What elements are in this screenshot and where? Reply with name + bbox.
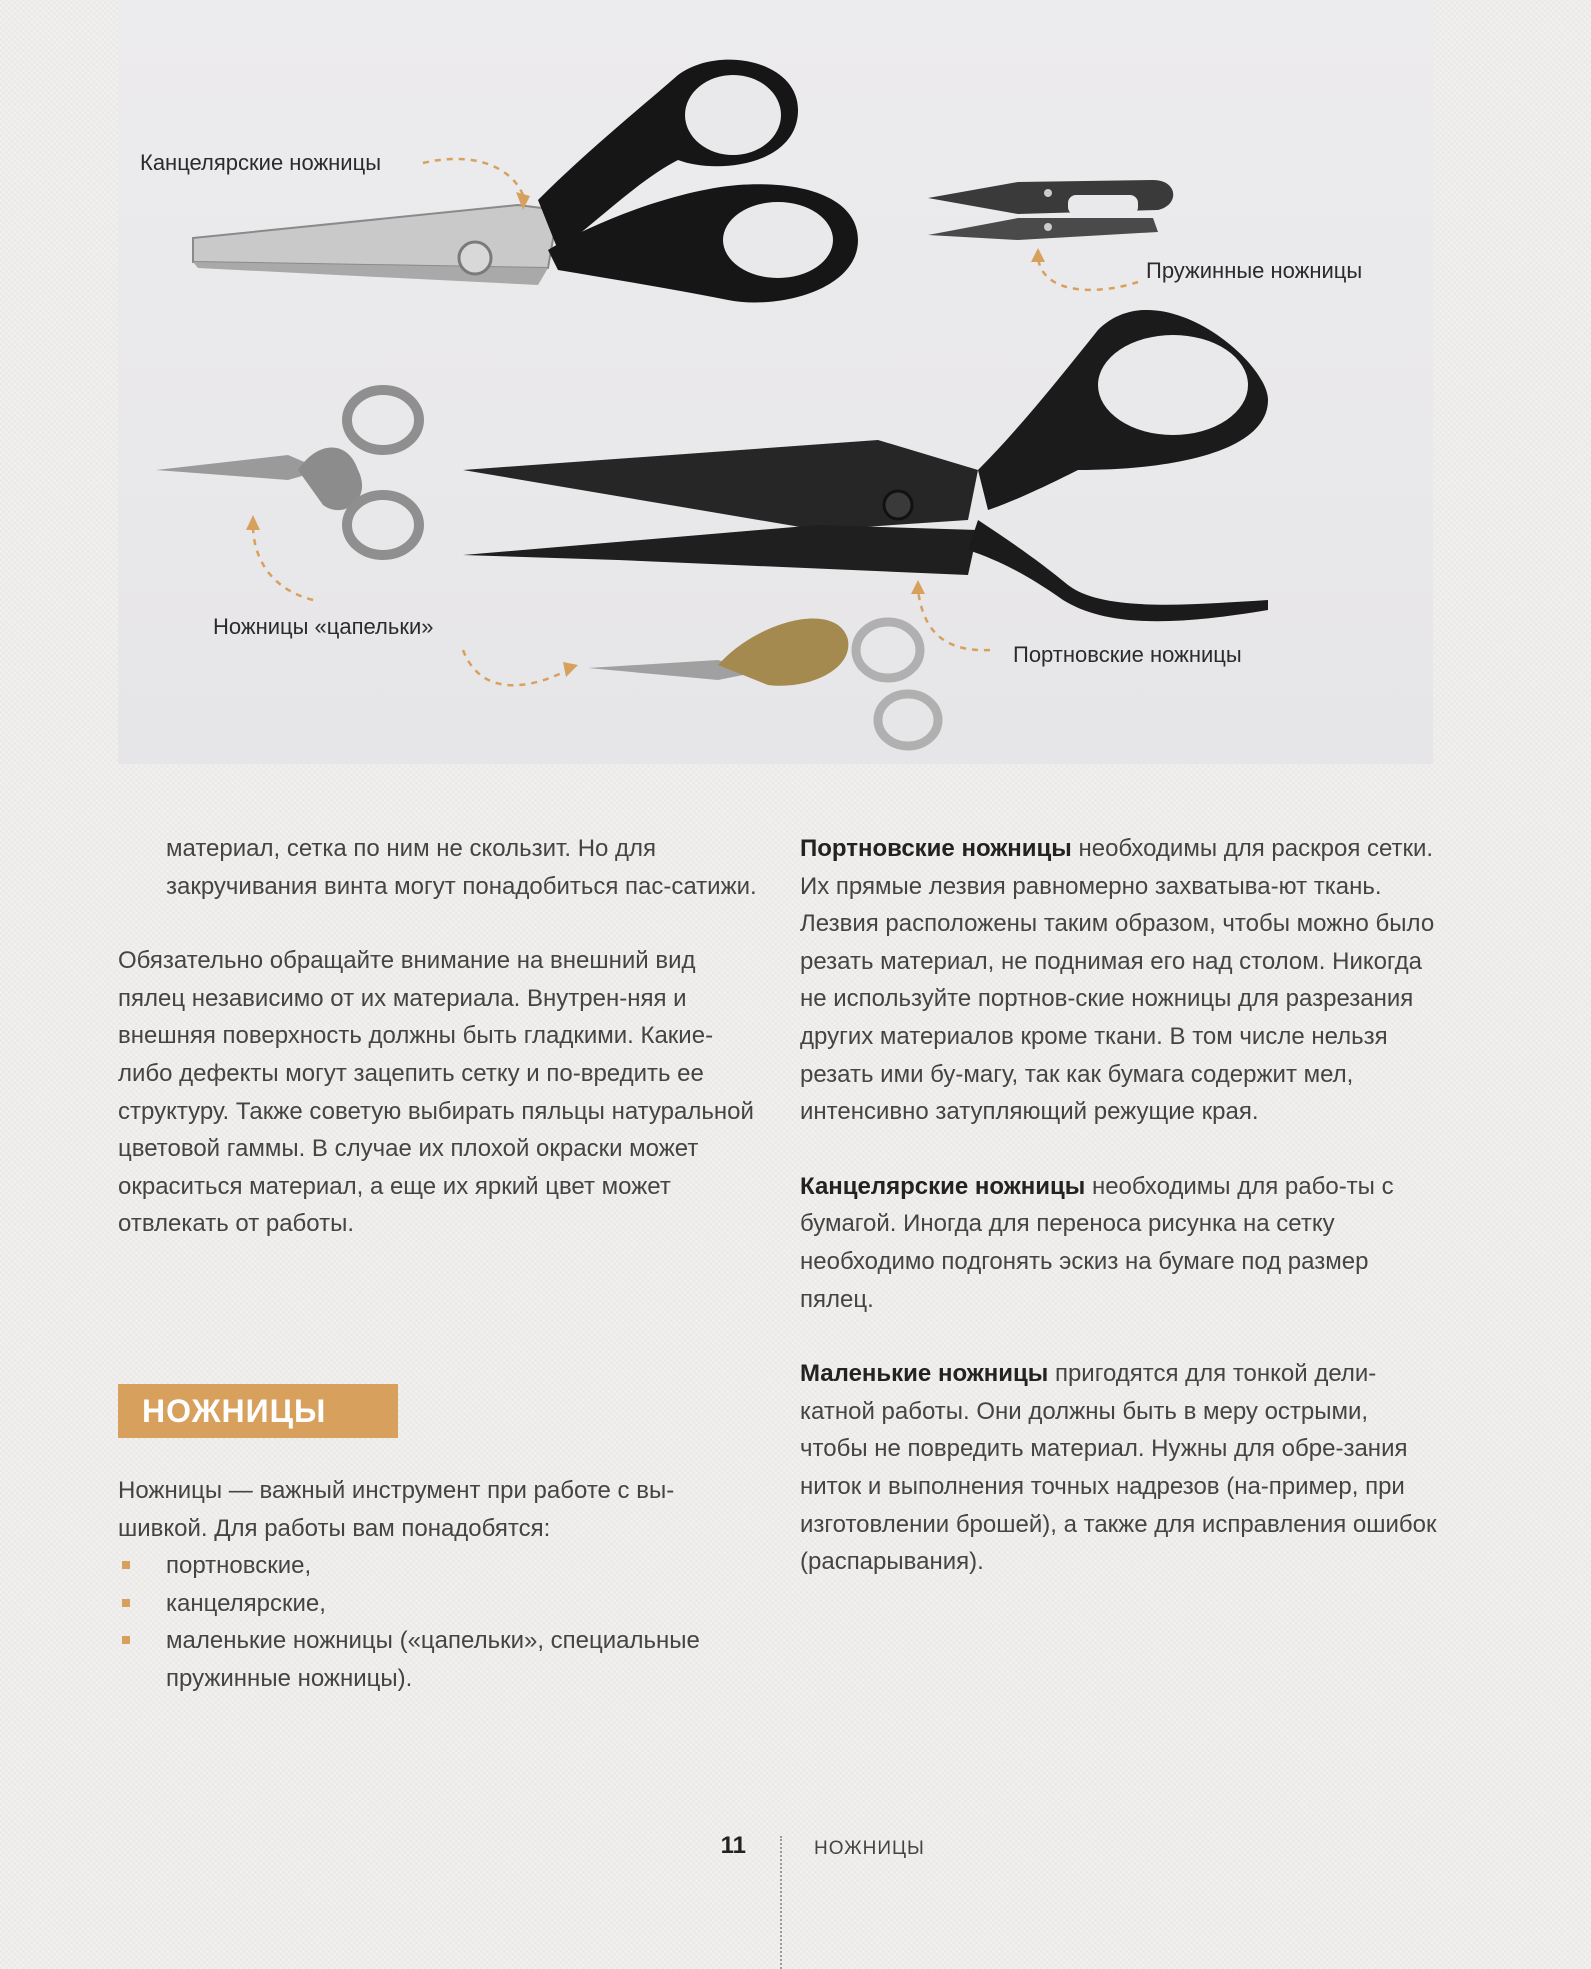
small-paragraph: Маленькие ножницы пригодятся для тонкой дели-катной работы. Они должны быть в меру острыми, чтобы не повредить материал. Нужны для обре-зания ниток и выполнения точных надрезов (на-пример, при изготовлении брошей), а также для исправления ошибок (распарывания).: [800, 1360, 1437, 1576]
scissors-intro-block: [118, 1472, 758, 1698]
label-tailor-scissors: Портновские ножницы: [1013, 642, 1242, 667]
bullet-icon: [122, 1636, 130, 1644]
small-term: Маленькие ножницы: [800, 1360, 1049, 1388]
tailor-paragraph: Портновские ножницы необходимы для раскроя сетки. Их прямые лезвия равномерно захватыва-ют ткань. Лезвия расположены таким образом, чтобы можно было резать материал, не поднимая его над столом. Никогда не используйте портнов-ские ножницы для разрезания других материалов кроме ткани. В том числе нельзя резать ими бу-магу, так как бумага содержит мел, интенсивно затупляющий режущие края.: [800, 835, 1435, 1126]
footer-divider: [780, 1836, 782, 1969]
office-term: Канцелярские ножницы: [800, 1172, 1086, 1200]
list-item: маленькие ножницы («цапельки», специальные пружинные ножницы).: [118, 1622, 758, 1697]
heron-scissors-bottom-image: [588, 618, 938, 746]
page-number: 11: [720, 1832, 746, 1859]
section-heading: НОЖНИЦЫ: [118, 1384, 398, 1438]
list-item: канцелярские,: [118, 1585, 758, 1623]
heron-scissors-left-image: [156, 390, 419, 555]
label-heron-scissors: Ножницы «цапельки»: [213, 614, 434, 639]
right-column: [800, 830, 1440, 1581]
tailor-shears-image: [463, 310, 1268, 621]
scissors-list: [118, 1547, 758, 1697]
office-paragraph: Канцелярские ножницы необходимы для рабо-ты с бумагой. Иногда для переноса рисунка на сетку необходимо подгонять эскиз на бумаге под размер пялец.: [800, 1172, 1394, 1313]
spring-scissors-image: [928, 180, 1173, 240]
list-item: портновские,: [118, 1547, 758, 1585]
scissors-photo: [118, 0, 1433, 764]
office-scissors-image: [193, 60, 858, 303]
bullet-icon: [122, 1599, 130, 1607]
bullet-icon: [122, 1561, 130, 1569]
label-spring-scissors: Пружинные ножницы: [1146, 258, 1363, 283]
running-footer: НОЖНИЦЫ: [814, 1838, 925, 1859]
label-office-scissors: Канцелярские ножницы: [140, 150, 382, 175]
continued-paragraph: материал, сетка по ним не скользит. Но для закручивания винта могут понадобиться пас-сатижи.: [166, 835, 757, 900]
scissors-intro: Ножницы — важный инструмент при работе с вы-шивкой. Для работы вам понадобятся:: [118, 1477, 675, 1542]
tailor-term: Портновские ножницы: [800, 835, 1072, 862]
left-column: [118, 830, 758, 1243]
hoops-paragraph: Обязательно обращайте внимание на внешний вид пялец независимо от их материала. Внутрен-няя и внешняя поверхность должны быть гладкими. Какие-либо дефекты могут зацепить сетку и по-вредить ее структуру. Также советую выбирать пяльцы натуральной цветовой гаммы. В случае их плохой окраски может окраситься материал, а еще их яркий цвет может отвлекать от работы.: [118, 947, 754, 1238]
